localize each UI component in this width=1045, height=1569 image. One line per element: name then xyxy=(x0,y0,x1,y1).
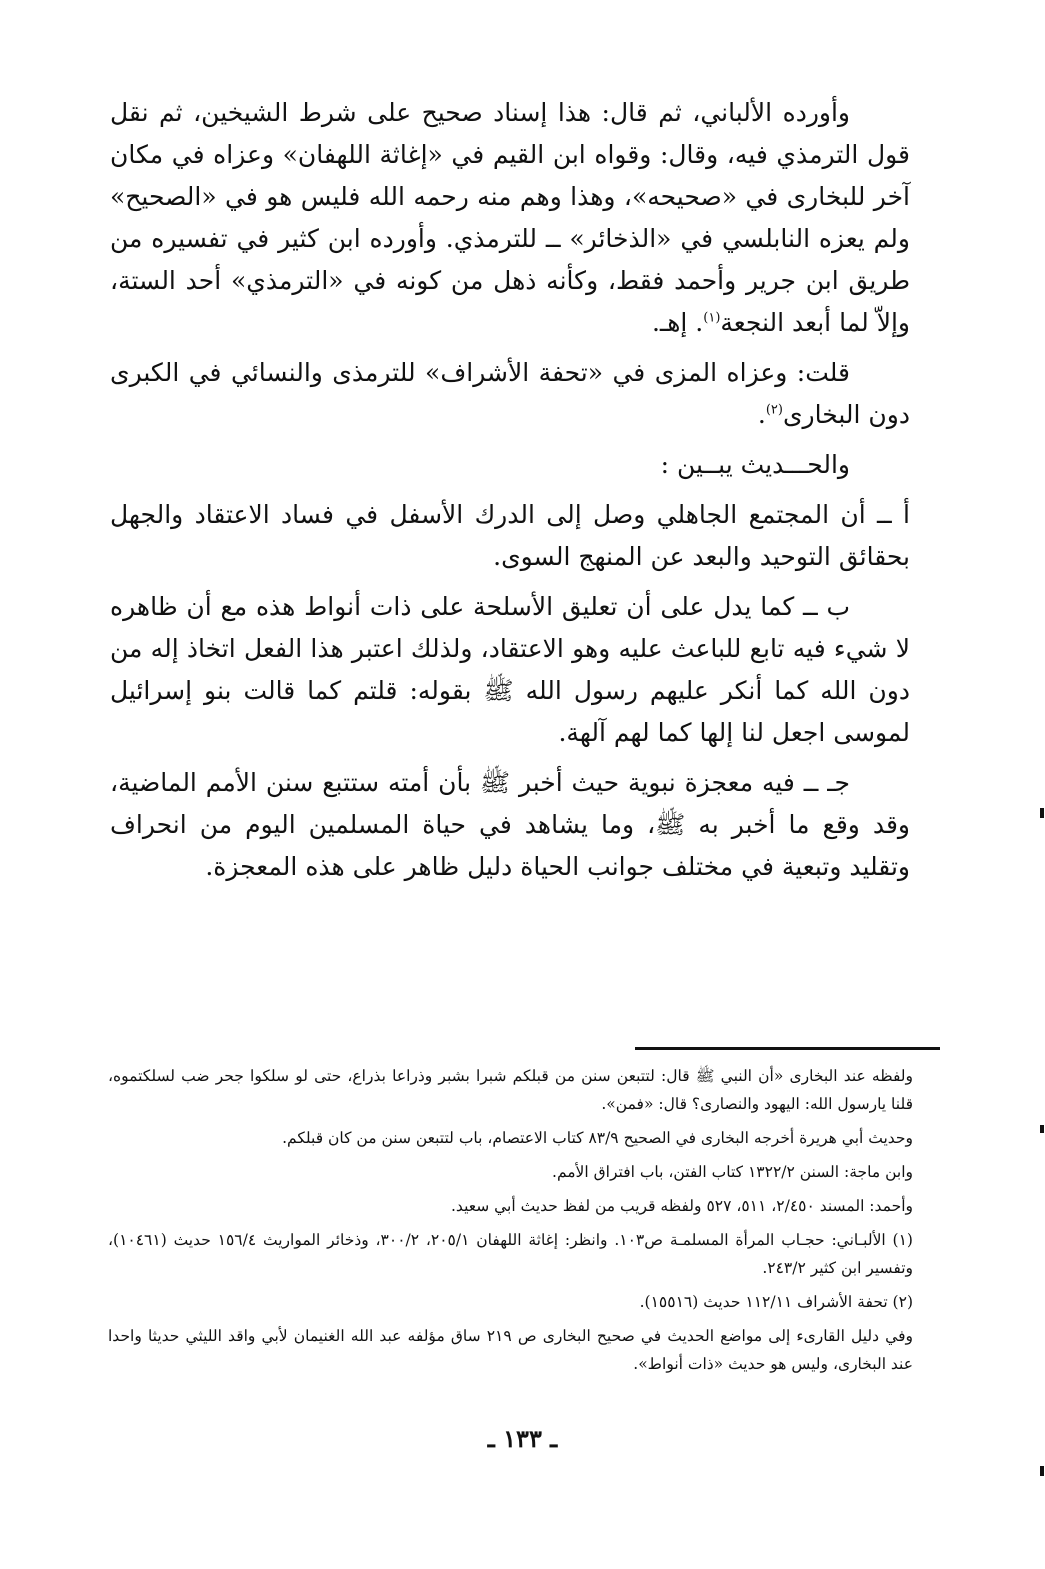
page-number: ـ ١٣٣ ـ xyxy=(487,1424,558,1453)
footnote-2: (٢) تحفة الأشراف ١١٢/١١ حديث (١٥٥١٦). xyxy=(639,1293,913,1311)
paragraph-1: وأورده الألباني، ثم قال: هذا إسناد صحيح على شرط الشيخين، ثم نقل قول الترمذي فيه، وقال: وقواه ابن القيم في «إغاثة اللهفان» وعزاه في مكان آخر للبخارى في «صحيحه»، وهذا وهم منه رحمه الله فليس هو في «الصحيح» ولم يعزه النابلسي في «الذخائر» ــ للترمذي. وأورده ابن كثير في تفسيره من طريق ابن جرير وأحمد فقط، وكأنه ذهل من كونه في «الترمذي» أحد الستة، وإلاّ لما أبعد النجعة$^{(١)}$. إهـ. xyxy=(110,98,910,337)
scan-mark xyxy=(1040,1125,1044,1133)
paragraph-2: قلت: وعزاه المزى في «تحفة الأشراف» للترمذى والنسائي في الكبرى دون البخارى$^{(٢)}$. xyxy=(110,358,910,429)
footnotes xyxy=(108,1062,913,1384)
paragraph-4: أ ــ أن المجتمع الجاهلي وصل إلى الدرك الأسفل في فساد الاعتقاد والجهل بحقائق التوحيد والبعد عن المنهج السوى. xyxy=(110,500,910,571)
footnote-1: (١) الألبـاني: حجـاب المرأة المسلمـة ص١٠٣. وانظر: إغاثة اللهفان ٢٠٥/١، ٣٠٠/٢، وذخائر المواريث ١٥٦/٤ حديث (١٠٤٦١)، وتفسير ابن كثير ٢٤٣/٢. xyxy=(108,1231,913,1277)
footnote-hadith-bukhari: وحديث أبي هريرة أخرجه البخارى في الصحيح ٨٣/٩ كتاب الاعتصام، باب لتتبعن سنن من كان قبلكم. xyxy=(282,1129,913,1147)
footnote-ahmad: وأحمد: المسند ٢/٤٥٠، ٥١١، ٥٢٧ ولفظه قريب من لفظ حديث أبي سعيد. xyxy=(451,1197,913,1215)
scan-mark xyxy=(1040,1466,1044,1476)
main-text xyxy=(110,92,910,896)
scan-mark xyxy=(1040,808,1044,818)
footnote-ibn-majah: وابن ماجة: السنن ١٣٢٢/٢ كتاب الفتن، باب افتراق الأمم. xyxy=(552,1163,913,1181)
footnote-ref-1[interactable]: (١) xyxy=(703,310,721,326)
footnote-continuation: ولفظه عند البخارى «أن النبي ﷺ قال: لتتبعن سنن من قبلكم شبرا بشبر وذراعا بذراع، حتى لو سلكوا جحر ضب لسلكتموه، قلنا يارسول الله: اليهود والنصارى؟ قال: «فمن». xyxy=(108,1067,913,1113)
paragraph-5: ب ــ كما يدل على أن تعليق الأسلحة على ذات أنواط هذه مع أن ظاهره لا شيء فيه تابع للباعث عليه وهو الاعتقاد، ولذلك اعتبر هذا الفعل اتخاذ إله من دون الله كما أنكر عليهم رسول الله ﷺ بقوله: قلتم كما قالت بنو إسرائيل لموسى اجعل لنا إلها كما لهم آلهة. xyxy=(110,592,910,747)
footnote-separator xyxy=(635,1047,940,1050)
footnote-dalil-alqari: وفي دليل القارىء إلى مواضع الحديث في صحيح البخارى ص ٢١٩ ساق مؤلفه عبد الله الغنيمان لأبي واقد الليثي حديثا واحدا عند البخارى، وليس هو حديث «ذات أنواط». xyxy=(108,1327,913,1373)
footnote-ref-2[interactable]: (٢) xyxy=(765,402,783,418)
paragraph-6: جـ ــ فيه معجزة نبوية حيث أخبر ﷺ بأن أمته ستتبع سنن الأمم الماضية، وقد وقع ما أخبر به ﷺ، وما يشاهد في حياة المسلمين اليوم من انحراف وتقليد وتبعية في مختلف جوانب الحياة دليل ظاهر على هذه المعجزة. xyxy=(110,768,910,881)
paragraph-3: والحـــديث يبــين : xyxy=(660,450,850,479)
